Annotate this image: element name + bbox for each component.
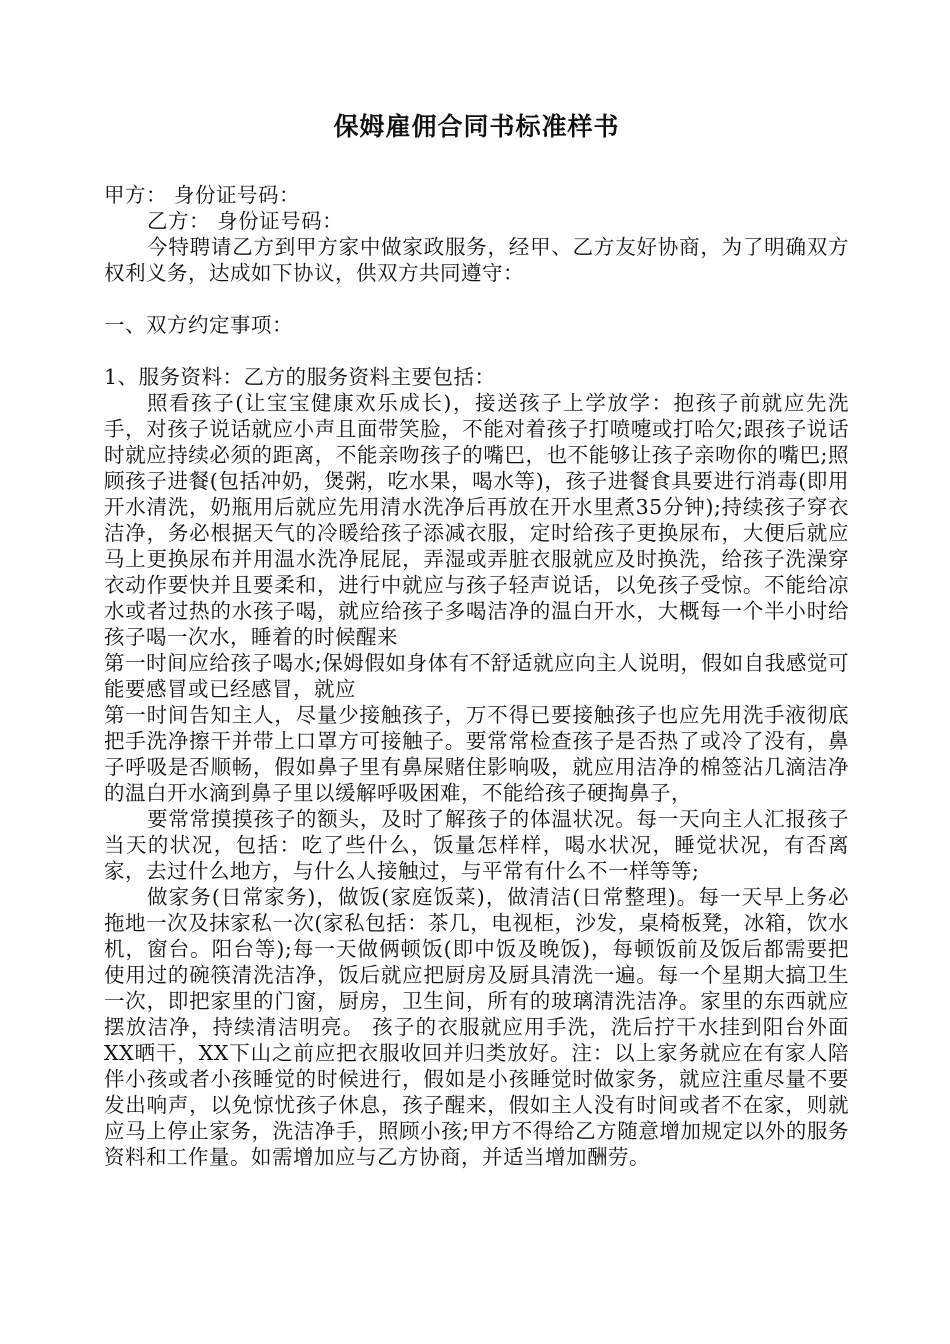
- party-a-line: 甲方： 身份证号码：: [104, 183, 301, 207]
- intro-paragraph: 今特聘请乙方到甲方家中做家政服务，经甲、乙方友好协商，为了明确双方权利义务，达成如下协议，供双方共同遵守：: [104, 235, 849, 285]
- housework-paragraph: 做家务(日常家务)，做饭(家庭饭菜)，做清洁(日常整理)。每一天早上务必拖地一次及抹家私一次(家私包括：茶几，电视柜，沙发，桌椅板凳，冰箱，饮水机，窗台。阳台等);每一天做俩顿饭(即中饭及晚饭)，每顿饭前及饭后都需要把使用过的碗筷清洗洁净，饭后就应把厨房及厨具清洗一遍。每一个星期大搞卫生一次，即把家里的门窗，厨房，卫生间，所有的玻璃清洗洁净。家里的东西就应摆放洁净，持续清洁明亮。 孩子的衣服就应用手洗，洗后拧干水挂到阳台外面XX晒干，XX下山之前应把衣服收回并归类放好。注：以上家务就应在有家人陪伴小孩或者小孩睡觉的时候进行，假如是小孩睡觉时做家务，就应注重尽量不要发出响声，以免惊忧孩子休息，孩子醒来，假如主人没有时间或者不在家，则就应马上停止家务，洗洁净手，照顾小孩;甲方不得给乙方随意增加规定以外的服务资料和工作量。如需增加应与乙方协商，并适当增加酬劳。: [104, 885, 849, 1169]
- temperature-paragraph: 要常常摸摸孩子的额头，及时了解孩子的体温状况。每一天向主人汇报孩子当天的状况，包括：吃了些什么，饭量怎样样，喝水状况，睡觉状况，有否离家，去过什么地方，与什么人接触过，与平常有什么不一样等等;: [104, 807, 849, 883]
- notify-paragraph: 第一时间告知主人，尽量少接触孩子，万不得已要接触孩子也应先用洗手液彻底把手洗净擦干并带上口罩方可接触子。要常常检查孩子是否热了或冷了没有，鼻子呼吸是否顺畅，假如鼻子里有鼻屎赌住影响吸，就应用洁净的棉签沾几滴洁净的温白开水滴到鼻子里以缓解呼吸困难，不能给孩子硬掏鼻子，: [104, 703, 849, 805]
- water-paragraph: 第一时间应给孩子喝水;保姆假如身体有不舒适就应向主人说明，假如自我感觉可能要感冒或已经感冒，就应: [104, 651, 849, 701]
- item-1-heading: 1、服务资料：乙方的服务资料主要包括：: [104, 365, 496, 389]
- section-1-heading: 一、双方约定事项：: [104, 313, 293, 337]
- contract-page: [104, 100, 849, 1170]
- document-title: 保姆雇佣合同书标准样书: [333, 112, 620, 141]
- childcare-paragraph: 照看孩子(让宝宝健康欢乐成长)，接送孩子上学放学：抱孩子前就应先洗手，对孩子说话就应小声且面带笑脸，不能对着孩子打喷嚏或打哈欠;跟孩子说话时就应持续必须的距离，不能亲吻孩子的嘴巴，也不能够让孩子亲吻你的嘴巴;照顾孩子进餐(包括冲奶，煲粥，吃水果，喝水等)，孩子进餐食具要进行消毒(即用开水清洗，奶瓶用后就应先用清水洗净后再放在开水里煮35分钟);持续孩子穿衣洁净，务必根据天气的冷暖给孩子添减衣服，定时给孩子更换尿布，大便后就应马上更换尿布并用温水洗净屁屁，弄湿或弄脏衣服就应及时换洗，给孩子洗澡穿衣动作要快并且要柔和，进行中就应与孩子轻声说话，以免孩子受惊。不能给凉水或者过热的水孩子喝，就应给孩子多喝洁净的温白开水，大概每一个半小时给孩子喝一次水，睡着的时候醒来: [104, 391, 849, 649]
- party-b-line: 乙方： 身份证号码：: [147, 209, 344, 233]
